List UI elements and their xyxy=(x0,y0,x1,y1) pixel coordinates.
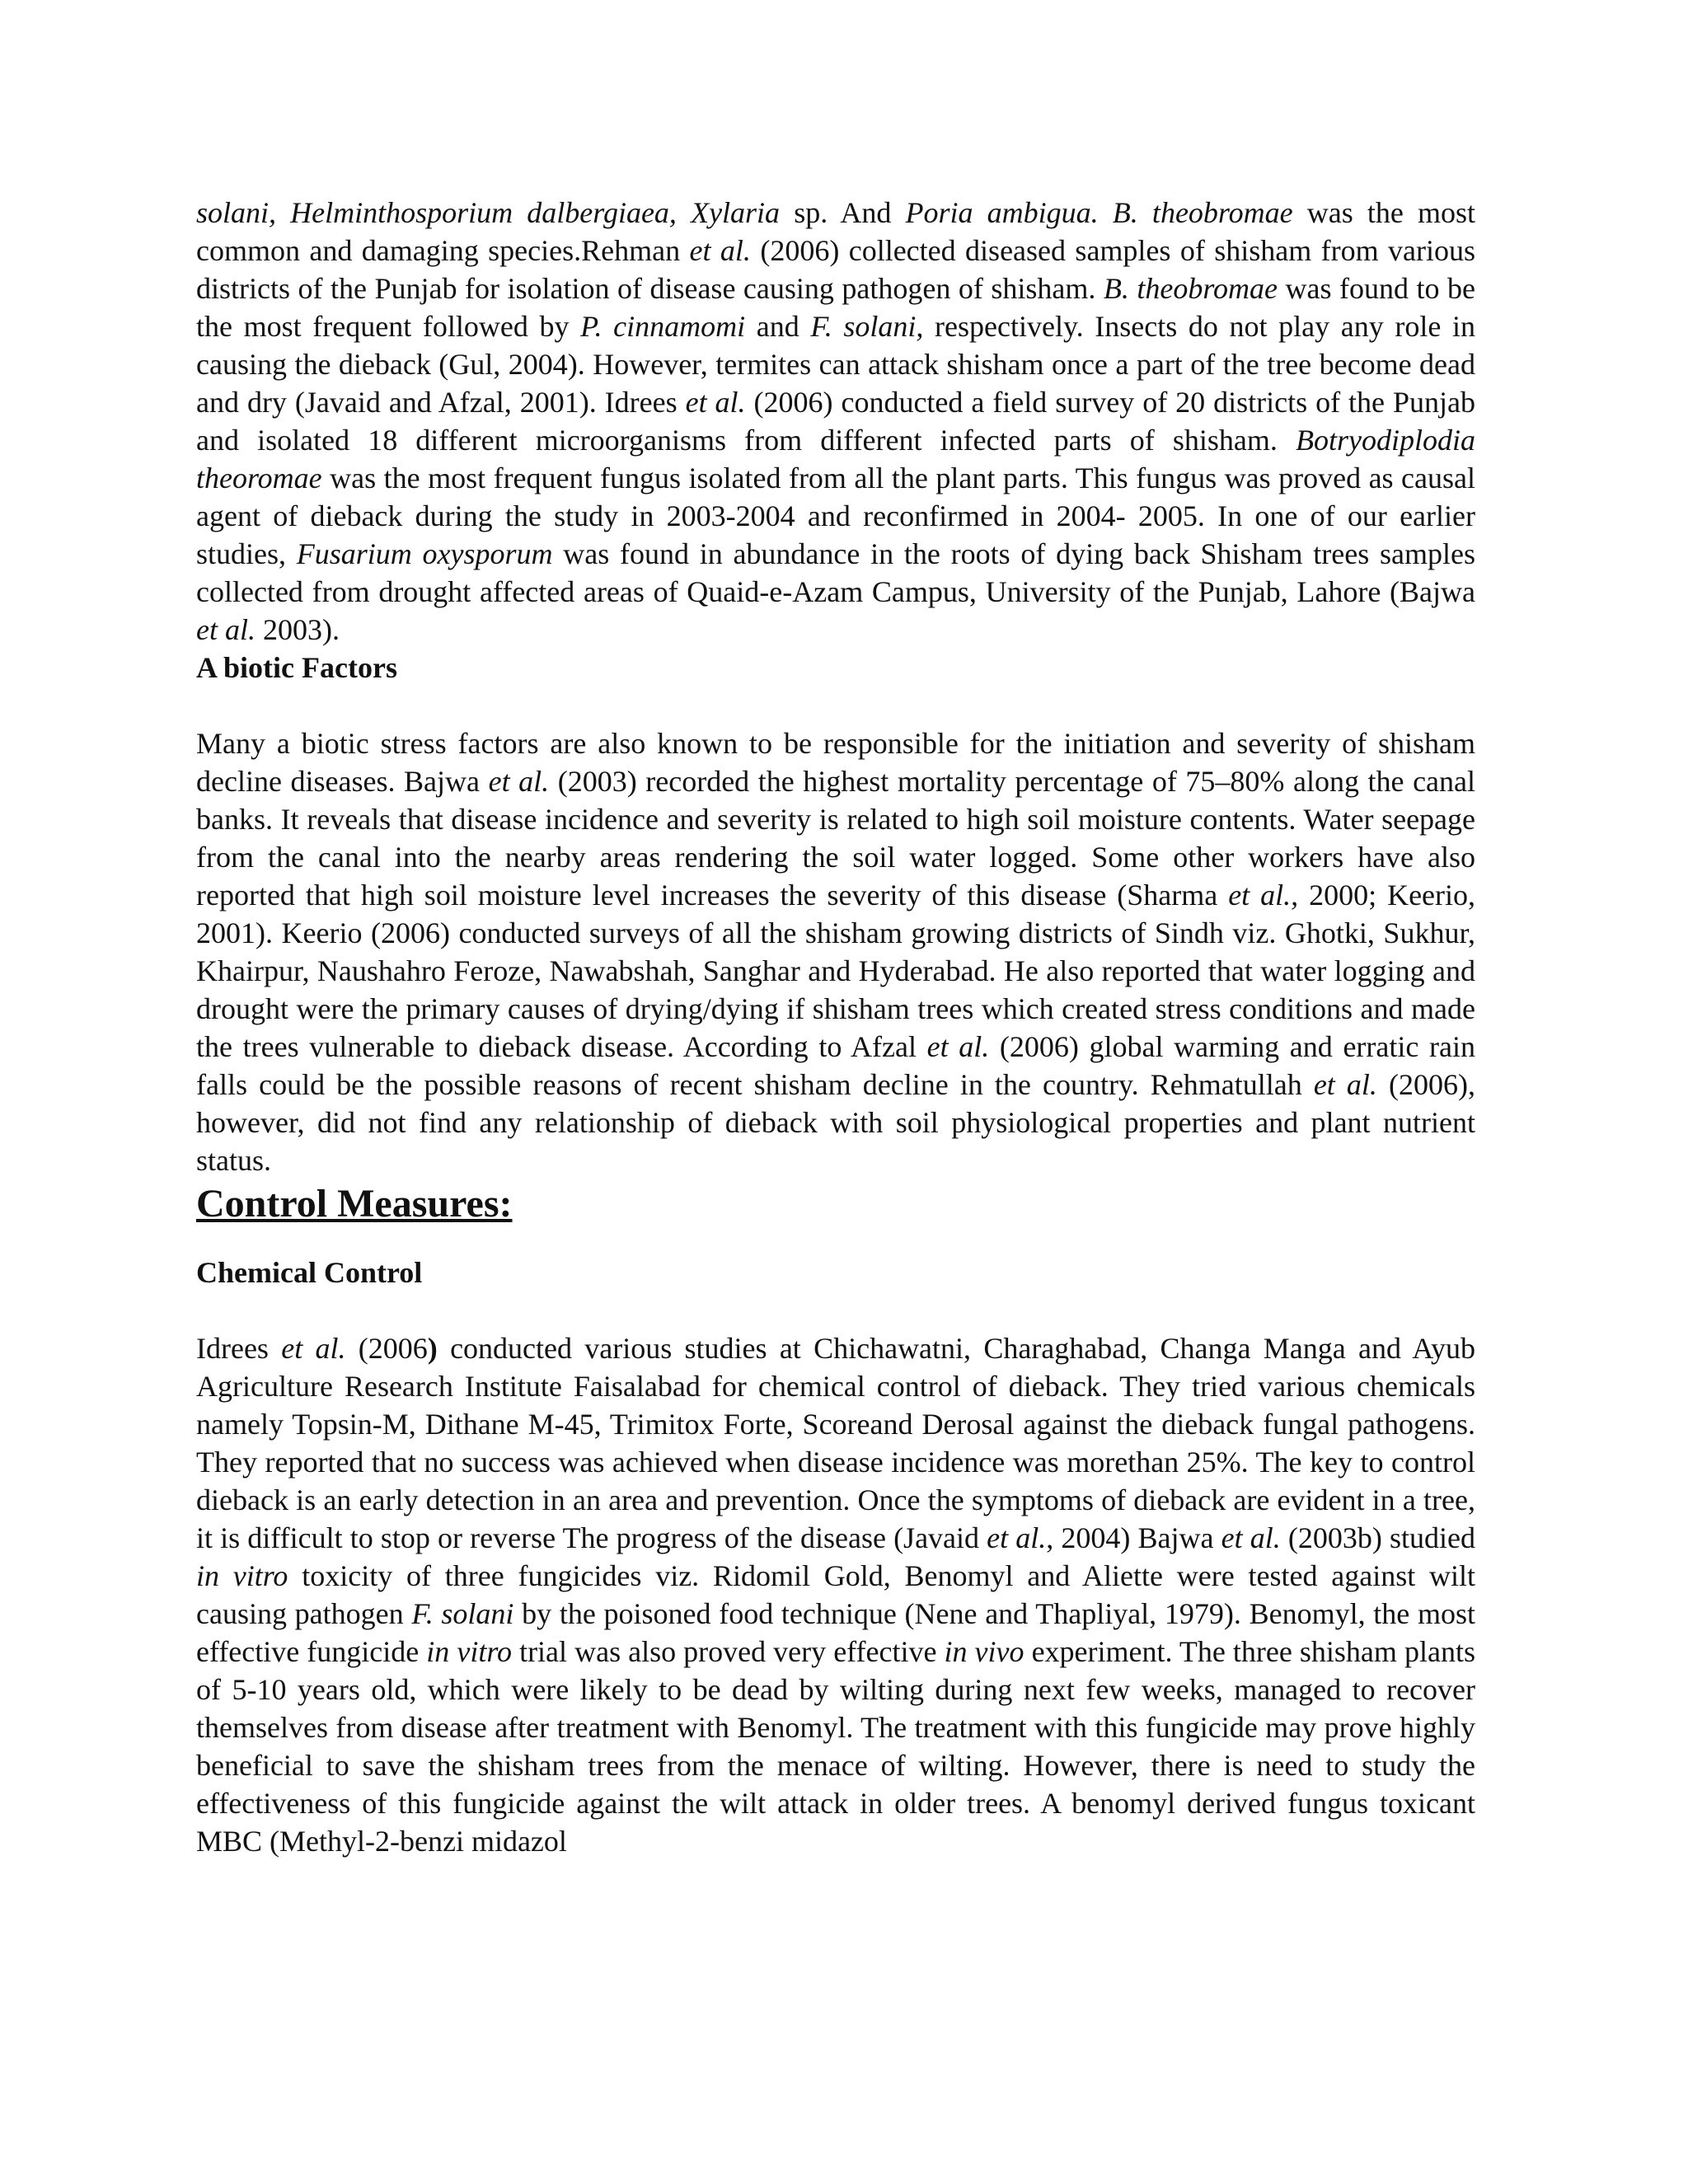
text: was the most common and damaging species.Rehman xyxy=(196,196,1475,267)
paragraph-abiotic xyxy=(196,724,1475,1179)
italic-text: in vitro xyxy=(196,1559,288,1592)
italic-text: et al., xyxy=(1228,879,1299,912)
italic-text: F. solani xyxy=(411,1597,514,1630)
text: experiment. The three shisham plants of 5-10 years old, which were likely to be dead by wilting during next few weeks, managed to recover themselves from disease after treatment with Benomyl. The treatment with this fungicide may prove highly beneficial to save the shisham trees from the menace of wilting. However, there is need to study the effectiveness of this fungicide against the wilt attack in older trees. A benomyl derived fungus toxicant MBC (Methyl-2-benzi midazol xyxy=(196,1635,1475,1858)
italic-text: solani, Helminthosporium dalbergiaea, Xylaria xyxy=(196,196,781,229)
text: conducted various studies at Chichawatni, Charaghabad, Changa Manga and Ayub Agriculture Research Institute Faisalabad for chemical control of dieback. They tried various chemicals namely Topsin-M, Dithane M-45, Trimitox Forte, Scoreand Derosal against the dieback fungal pathogens. They reported that no success was achieved when disease incidence was morethan 25%. The key to control dieback is an early detection in an area and prevention. Once the symptoms of dieback are evident in a tree, it is difficult to stop or reverse The progress of the disease (Javaid xyxy=(196,1332,1475,1554)
text: 2003). xyxy=(255,613,340,646)
text: was found to be the most frequent followed by xyxy=(196,272,1475,343)
text: sp. And xyxy=(780,196,906,229)
text: 2000; Keerio, 2001). Keerio (2006) conducted surveys of all the shisham growing districts of Sindh viz. Ghotki, Sukhur, Khairpur, Naushahro Feroze, Nawabshah, Sanghar and Hyderabad. He also reported that water logging and drought were the primary causes of drying/dying if shisham trees which created stress conditions and made the trees vulnerable to dieback disease. According to Afzal xyxy=(196,879,1476,1063)
text: , 2004) Bajwa xyxy=(1046,1521,1221,1554)
text: (2006), however, did not find any relationship of dieback with soil physiological properties and plant nutrient status. xyxy=(196,1068,1476,1177)
spacer xyxy=(196,1291,1475,1329)
text: toxicity of three fungicides viz. Ridomil Gold, Benomyl and Aliette were tested against wilt causing pathogen xyxy=(196,1559,1475,1630)
text: (2006) collected diseased samples of shisham from various districts of the Punjab for isolation of disease causing pathogen of shisham. xyxy=(196,234,1476,305)
italic-text: in vivo xyxy=(944,1635,1025,1668)
italic-text: P. cinnamomi xyxy=(580,310,746,343)
heading-abiotic-factors: A biotic Factors xyxy=(196,651,397,684)
italic-text: et al. xyxy=(488,765,550,798)
italic-text: et al. xyxy=(987,1521,1047,1554)
text: Many a biotic stress factors are also known to be responsible for the initiation and severity of shisham decline diseases. Bajwa xyxy=(196,727,1475,798)
paragraph-chemical-control xyxy=(196,1329,1475,1860)
italic-text: Botryodiplodia theoromae xyxy=(196,424,1475,494)
text: (2003) recorded the highest mortality percentage of 75–80% along the canal banks. It reveals that disease incidence and severity is related to high soil moisture contents. Water seepage from the canal into the nearby areas rendering the soil water logged. Some other workers have also reported that high soil moisture level increases the severity of this disease (Sharma xyxy=(196,765,1476,912)
italic-text: et al. xyxy=(1221,1521,1281,1554)
text: and xyxy=(745,310,811,343)
text: (2006) conducted a field survey of 20 districts of the Punjab and isolated 18 different microorganisms from different infected parts of shisham. xyxy=(196,386,1476,457)
paragraph-pathogens xyxy=(196,194,1475,649)
heading-control-measures: Control Measures: xyxy=(196,1182,513,1226)
italic-text: et al. xyxy=(1313,1068,1377,1101)
italic-text: et al. xyxy=(196,613,256,646)
text: was found in abundance in the roots of dying back Shisham trees samples collected from drought affected areas of Quaid-e-Azam Campus, University of the Punjab, Lahore (Bajwa xyxy=(196,537,1475,608)
italic-text: et al. xyxy=(689,234,751,267)
italic-text: F. solani, xyxy=(810,310,924,343)
bold-text: ) xyxy=(427,1332,438,1365)
italic-text: et al. xyxy=(685,386,746,419)
text: (2006) global warming and erratic rain falls could be the possible reasons of recent shisham decline in the country. Rehmatullah xyxy=(196,1030,1475,1101)
italic-text: in vitro xyxy=(426,1635,513,1668)
heading-chemical-control: Chemical Control xyxy=(196,1256,423,1289)
document-page xyxy=(196,194,1475,1860)
italic-text: et al. xyxy=(281,1332,346,1365)
text: trial was also proved very effective xyxy=(512,1635,945,1668)
text: (2006 xyxy=(345,1332,428,1365)
italic-text: Fusarium oxysporum xyxy=(296,537,553,570)
italic-text: Poria ambigua. B. theobromae xyxy=(905,196,1293,229)
spacer xyxy=(196,687,1475,724)
text: Idrees xyxy=(196,1332,282,1365)
text: (2003b) studied xyxy=(1280,1521,1475,1554)
italic-text: B. theobromae xyxy=(1103,272,1278,305)
text: respectively. Insects do not play any role in causing the dieback (Gul, 2004). However, termites can attack shisham once a part of the tree become dead and dry (Javaid and Afzal, 2001). Idrees xyxy=(196,310,1476,419)
text: by the poisoned food technique (Nene and Thapliyal, 1979). Benomyl, the most effective fungicide xyxy=(196,1597,1475,1668)
italic-text: et al. xyxy=(926,1030,990,1063)
spacer xyxy=(196,1229,1475,1254)
text: was the most frequent fungus isolated from all the plant parts. This fungus was proved as causal agent of dieback during the study in 2003-2004 and reconfirmed in 2004- 2005. In one of our earlier studies, xyxy=(196,462,1475,570)
